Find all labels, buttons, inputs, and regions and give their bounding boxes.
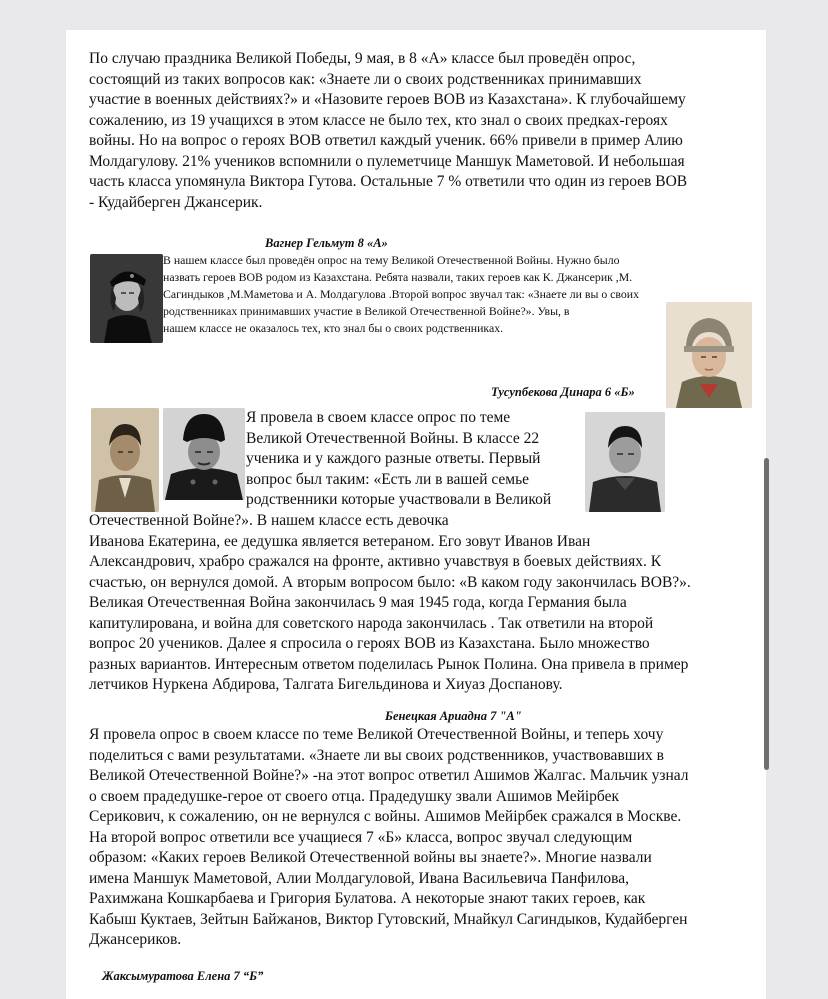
document-page <box>66 30 766 999</box>
aliya-moldagulova-photo <box>666 302 752 408</box>
hero-portrait-suit-photo <box>91 408 159 512</box>
section2-paragraph-rest: Отечественной Войне?». В нашем классе есть девочка Иванова Екатерина, ее дедушка является ветераном. Его зовут Иванов Иван Александрович, храбро сражался на фронте, активно учавствуя в боевых действиях. К счастью, он вернулся домой. А вторым вопросом было: «В каком году закончилась ВОВ?». Великая Отечественная Война закончилась 9 мая 1945 года, когда Германия была капитулирована, и война для советского народа закончилась . Так ответили на второй вопрос 20 учеников. Далее я спросила о героях ВОВ из Казахстана. Было множество разных вариантов. Интересным ответом поделилась Рынок Полина. Она привела в пример летчиков Нуркена Абдирова, Талгата Бигельдинова и Хиуаз Доспанову. <box>89 512 691 693</box>
vertical-scrollbar[interactable] <box>764 458 769 770</box>
manshuk-mametova-photo <box>90 254 163 343</box>
section3-paragraph: Я провела опрос в своем классе по теме Великой Отечественной Войны, и теперь хочу поделиться с вами результатами. «Знаете ли вы своих родственников, участвовавших в Великой Отечественной Войне?» -на этот вопрос ответил Ашимов Жалгас. Мальчик узнал о своем прадедушке-герое от своего отца. Прадедушку звали Ашимов Мейірбек Серикович, к сожалению, он не вернулся с войны. Ашимов Мейірбек сражался в Москве. На второй вопрос ответили все учащиеся 7 «Б» класса, вопрос звучал следующим образом: «Каких героев Великой Отечественной войны вы знаете?». Многие назвали имена Маншук Маметовой, Алии Молдагуловой, Ивана Васильевича Панфилова, Рахимжана Кошкарбаева и Григория Булатова. А некоторые знают таких героев, как Кабыш Куктаев, Зейтын Байжанов, Виктор Гутовский, Мнайкул Сагиндыков, Кудайберген Джансериков. <box>89 726 689 948</box>
section2-author: Тусупбекова Динара 6 «Б» <box>491 385 635 399</box>
section1-author: Вагнер Гельмут 8 «А» <box>265 236 388 250</box>
intro-paragraph: По случаю праздника Великой Победы, 9 мая, в 8 «А» классе был проведён опрос, состоящий из таких вопросов как: «Знаете ли о своих родственниках принимавших участие в военных действиях?» и «Назовите героев ВОВ из Казахстана». К глубочайшему сожалению, из 19 учащихся в этом классе не было тех, кто знал о своих предках-героях войны. Но на вопрос о героях ВОВ ответил каждый ученик. 66% привели в пример Алию Молдагулову. 21% учеников вспомнили о пулеметчице Маншук Маметовой. И небольшая часть класса упомянула Виктора Гутова. Остальные 7 % ответили что один из героев ВОВ - Кудайберген Джансерик. <box>89 50 688 211</box>
section2-paragraph-top: Я провела в своем классе опрос по теме Великой Отечественной Войны. В классе 22 ученика и у каждого разные ответы. Первый вопрос был таким: «Есть ли в вашей семье родственники которые участвовали в Великой <box>246 409 552 508</box>
hero-portrait-papakha-photo <box>163 408 245 500</box>
section1-paragraph: В нашем классе был проведён опрос на тему Великой Отечественной Войны. Нужно было назвать героев ВОВ родом из Казахстана. Ребята назвали, таких героев как К. Джансерик ,М. Сагиндыков ,М.Маметова и А. Молдагулова .Второй вопрос звучал так: «Знаете ли вы о своих родственниках принимавших участие в Великой Отечественной Войне?». Увы, в нашем классе не оказалось тех, кто знал бы о своих родственниках. <box>163 253 639 335</box>
section3-author: Бенецкая Ариадна 7 "А" <box>385 709 522 723</box>
hero-portrait-uniform-photo <box>585 412 665 512</box>
section4-author: Жаксымуратова Елена 7 “Б” <box>102 969 264 983</box>
